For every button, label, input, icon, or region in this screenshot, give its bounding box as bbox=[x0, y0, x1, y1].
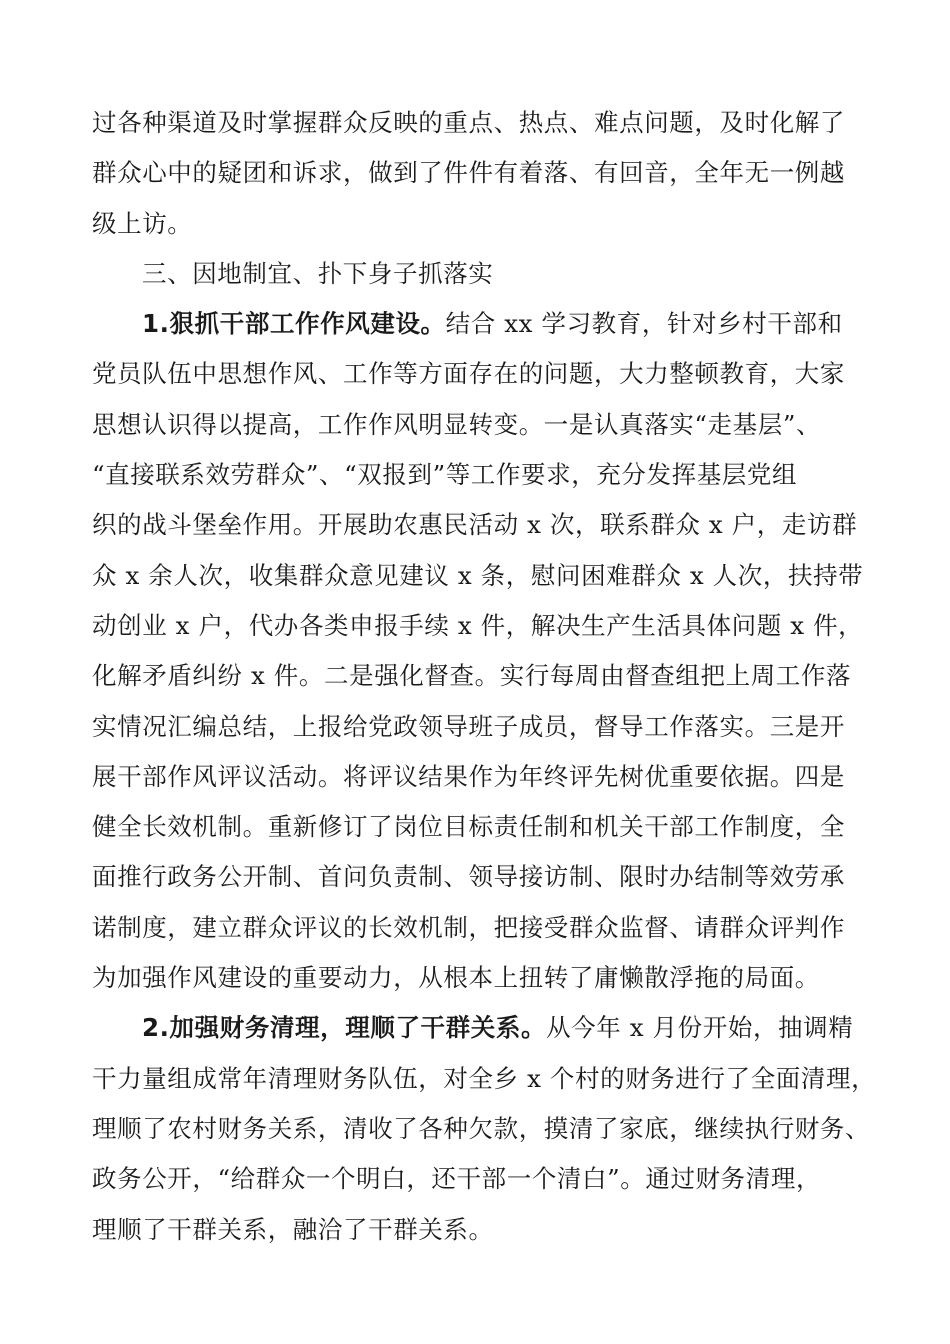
item-title: 2.加强财务清理，理顺了干群关系。 bbox=[142, 1013, 547, 1043]
document-page bbox=[92, 98, 877, 1255]
line-text: 党员队伍中思想作风、工作等方面存在的问题，大力整顿教育，大家 bbox=[92, 359, 845, 389]
body-line bbox=[92, 400, 862, 450]
body-line bbox=[92, 450, 862, 500]
body-line bbox=[92, 802, 862, 852]
line-text: 理顺了干群关系，融洽了干群关系。 bbox=[92, 1214, 494, 1244]
line-text: 干力量组成常年清理财务队伍，对全乡 x 个村的财务进行了全面清理， bbox=[92, 1063, 877, 1093]
paragraph-first-line bbox=[92, 299, 862, 349]
body-line bbox=[92, 349, 862, 399]
line-text: “直接联系效劳群众”、“双报到”等工作要求，充分发挥基层党组 bbox=[92, 460, 798, 490]
body-line bbox=[92, 1054, 877, 1104]
body-line bbox=[92, 1104, 871, 1154]
body-line bbox=[92, 98, 862, 148]
line-text: 实情况汇编总结，上报给党政领导班子成员，督导工作落实。三是开 bbox=[92, 711, 845, 741]
body-line bbox=[92, 601, 862, 651]
body-line bbox=[92, 752, 862, 802]
body-line bbox=[92, 702, 862, 752]
line-text: 众 x 余人次，收集群众意见建议 x 条，慰问困难群众 x 人次，扶持带 bbox=[92, 560, 864, 590]
body-line bbox=[92, 1205, 862, 1255]
body-line bbox=[92, 852, 862, 902]
line-text: 政务公开，“给群众一个明白，还干部一个清白”。通过财务清理， bbox=[92, 1164, 822, 1194]
body-line bbox=[92, 500, 862, 550]
paragraph-first-line bbox=[92, 1003, 862, 1053]
line-text: 织的战斗堡垒作用。开展助农惠民活动 x 次，联系群众 x 户，走访群 bbox=[92, 510, 858, 540]
body-line bbox=[92, 651, 862, 701]
line-text: 级上访。 bbox=[92, 208, 193, 238]
body-line bbox=[92, 953, 862, 1003]
line-text: 过各种渠道及时掌握群众反映的重点、热点、难点问题，及时化解了 bbox=[92, 108, 845, 137]
line-text: 化解矛盾纠纷 x 件。二是强化督查。实行每周由督查组把上周工作落 bbox=[92, 661, 852, 691]
line-text: 动创业 x 户，代办各类申报手续 x 件，解决生产生活具体问题 x 件， bbox=[92, 610, 864, 640]
line-text: 健全长效机制。重新修订了岗位目标责任制和机关干部工作制度，全 bbox=[92, 812, 845, 842]
line-text: 展干部作风评议活动。将评议结果作为年终评先树优重要依据。四是 bbox=[92, 761, 845, 791]
heading-text: 三、因地制宜、扑下身子抓落实 bbox=[142, 258, 494, 288]
body-line bbox=[92, 903, 862, 953]
line-text: 面推行政务公开制、首问负责制、领导接访制、限时办结制等效劳承 bbox=[92, 862, 845, 892]
line-text: 思想认识得以提高，工作作风明显转变。一是认真落实“走基层”、 bbox=[92, 409, 822, 439]
body-line bbox=[92, 199, 862, 249]
body-line bbox=[92, 551, 862, 601]
line-text: 结合 xx 学习教育，针对乡村干部和 bbox=[445, 309, 843, 339]
line-text: 群众心中的疑团和诉求，做到了件件有着落、有回音，全年无一例越 bbox=[92, 158, 845, 188]
section-heading bbox=[92, 249, 862, 299]
body-line bbox=[92, 148, 862, 198]
item-title: 1.狠抓干部工作作风建设。 bbox=[142, 309, 446, 339]
line-text: 为加强作风建设的重要动力，从根本上扭转了庸懒散浮拖的局面。 bbox=[92, 963, 820, 993]
line-text: 诺制度，建立群众评议的长效机制，把接受群众监督、请群众评判作 bbox=[92, 912, 845, 942]
line-text: 从今年 x 月份开始，抽调精 bbox=[546, 1013, 854, 1043]
body-line bbox=[92, 1154, 862, 1204]
line-text: 理顺了农村财务关系，清收了各种欠款，摸清了家底，继续执行财务、 bbox=[92, 1113, 871, 1143]
